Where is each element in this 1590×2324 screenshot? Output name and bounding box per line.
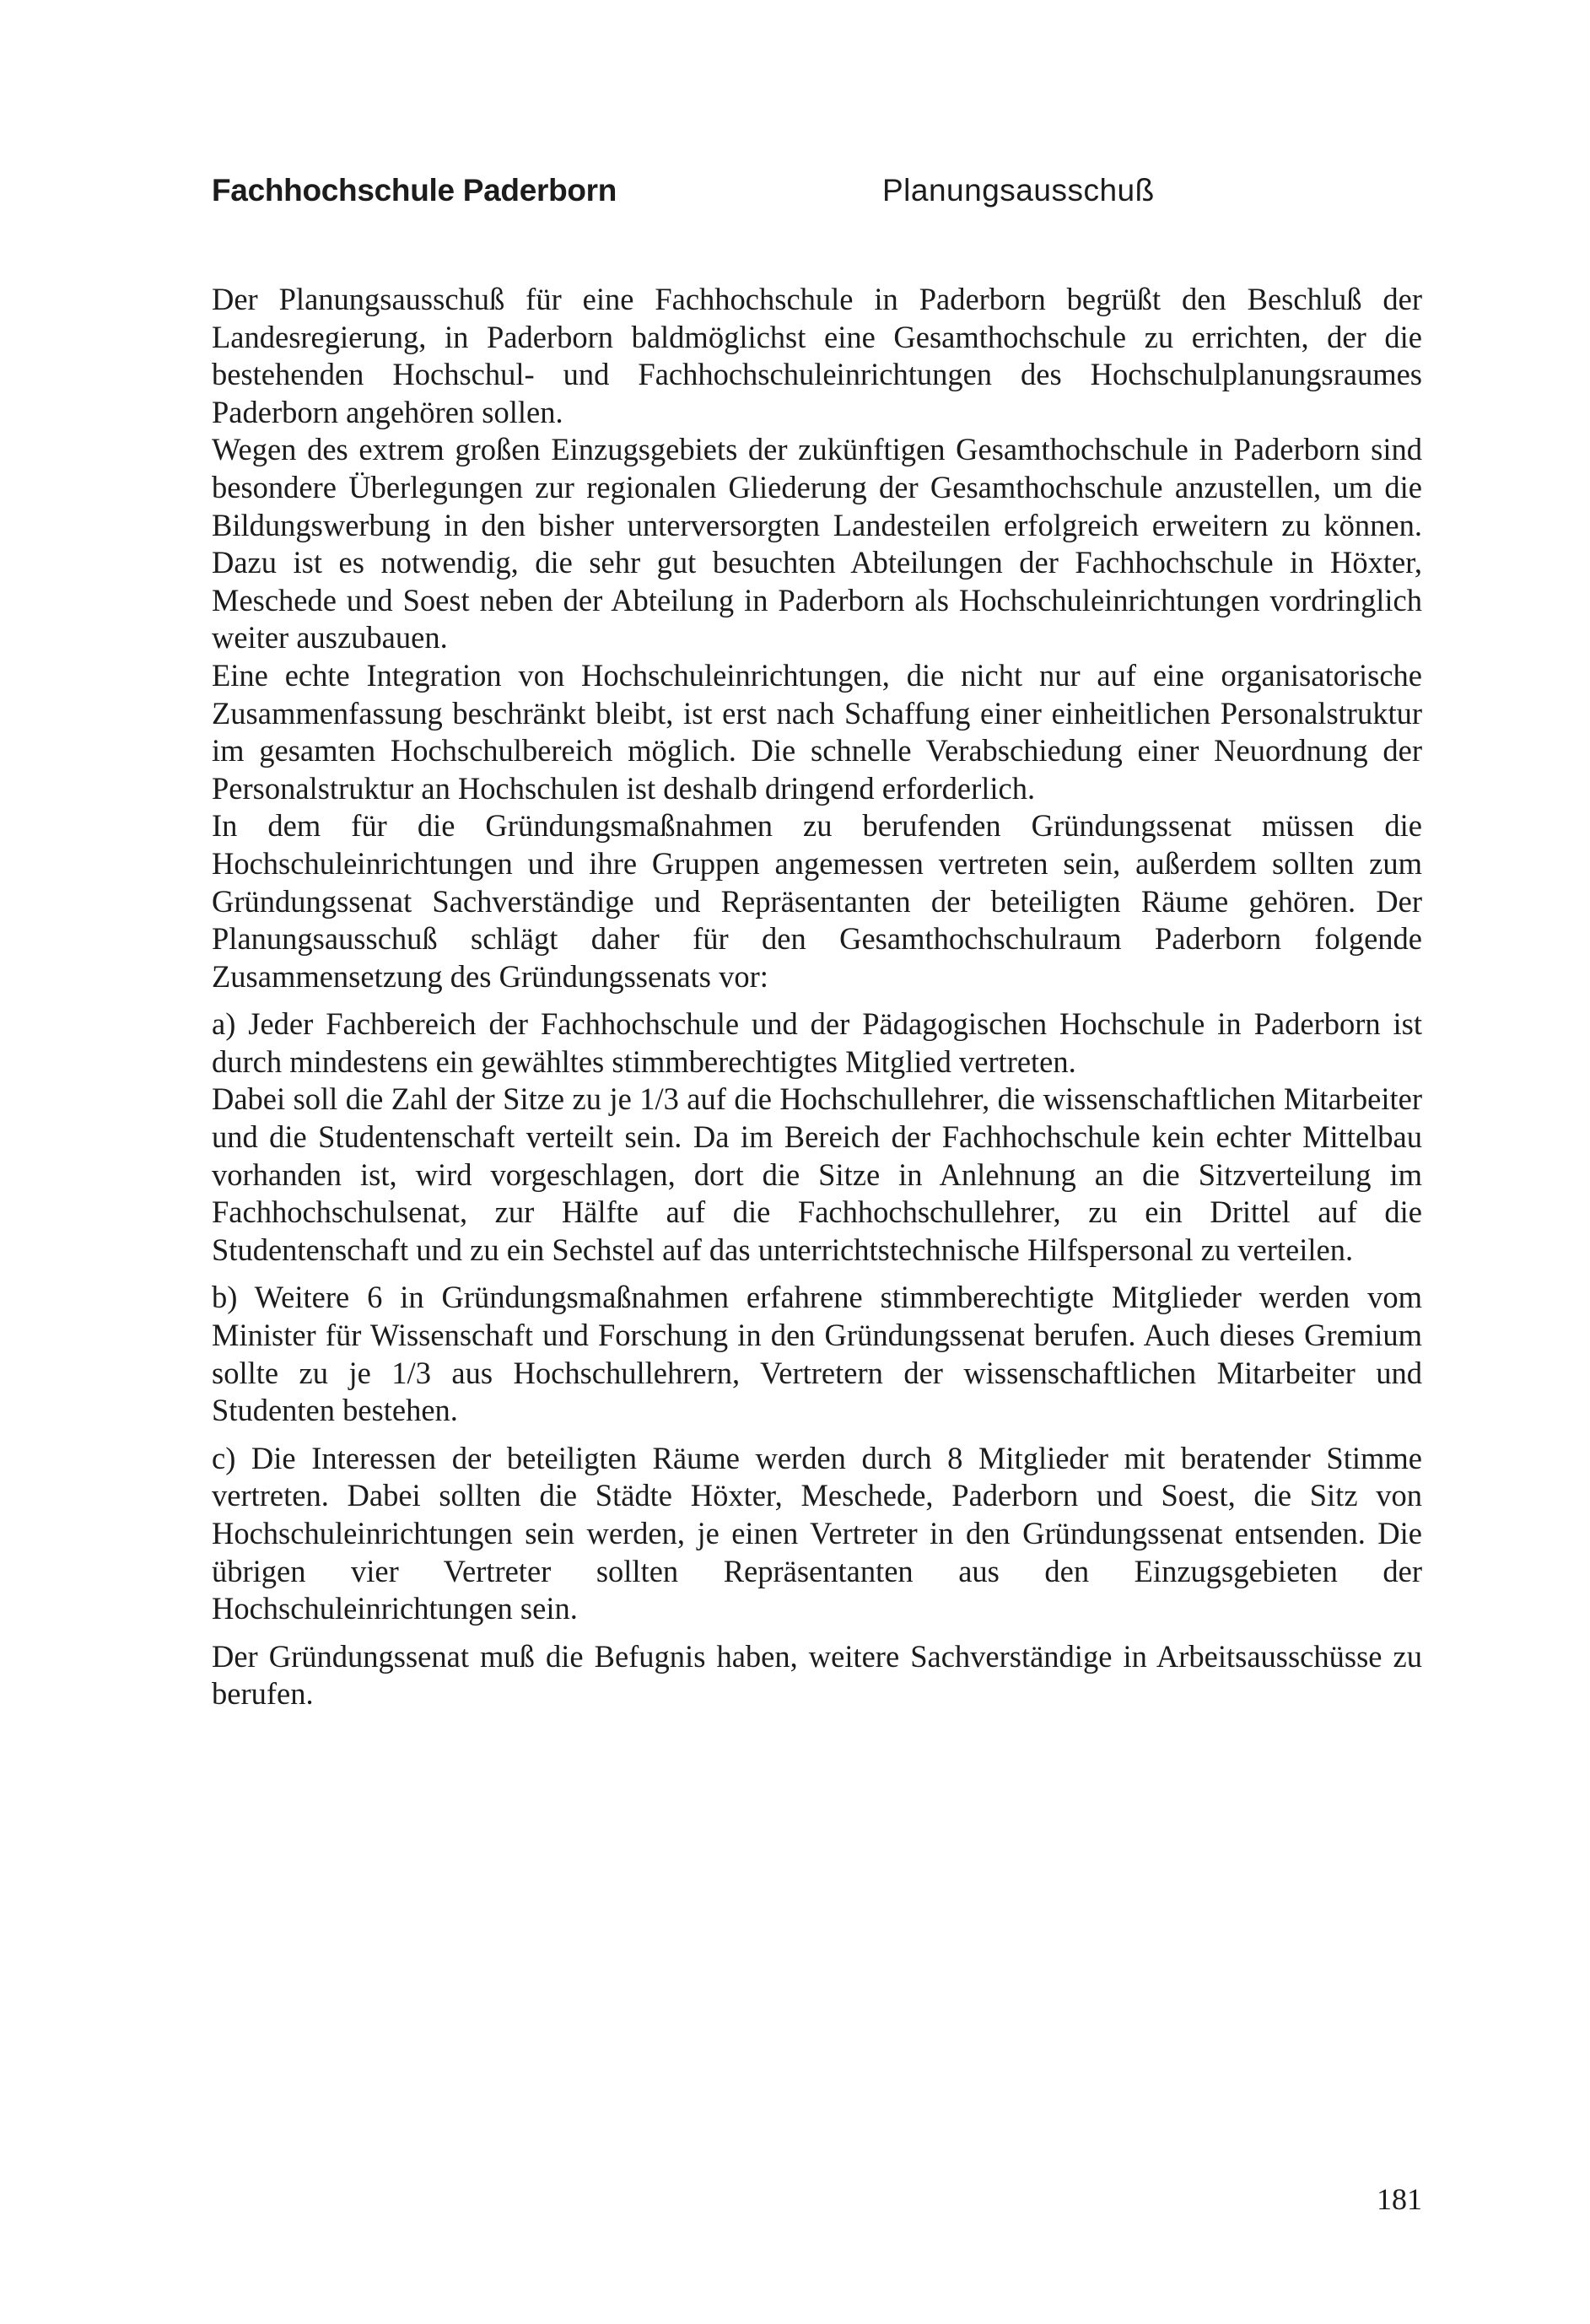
paragraph-seat-distribution: Dabei soll die Zahl der Sitze zu je 1/3 auf die Hochschullehrer, die wissenschaftlichen Mitarbeiter und die Studentenschaft verteilt sein. Da im Bereich der Fachhochschule kein echter Mittelbau vorhanden ist, wird vorgeschlagen, dort die Sitze in Anlehnung an die Sitzverteilung im Fachhochschulsenat, zur Hälfte auf die Fachhochschullehrer, zu ein Drittel auf die Studentenschaft und zu ein Sechstel auf das unterrichtstechnische Hilfspersonal zu verteilen. bbox=[212, 1081, 1422, 1267]
body-text bbox=[212, 281, 1422, 1713]
paragraph-intro: Der Planungsausschuß für eine Fachhochschule in Paderborn begrüßt den Beschluß der Landesregierung, in Paderborn baldmöglichst eine Gesamthochschule zu errichten, der die bestehenden Hochschul- und Fachhochschuleinrichtungen des Hochschulplanungsraumes Paderborn angehören sollen. bbox=[212, 282, 1422, 429]
page-number: 181 bbox=[1377, 2182, 1422, 2216]
list-item-a: a) Jeder Fachbereich der Fachhochschule und der Pädagogischen Hochschule in Paderborn ist durch mindestens ein gewähltes stimmberechtigtes Mitglied vertreten. bbox=[212, 1006, 1422, 1079]
paragraph-closing: Der Gründungssenat muß die Befugnis haben, weitere Sachverständige in Arbeitsausschüsse zu berufen. bbox=[212, 1638, 1422, 1712]
section-title: Planungsausschuß bbox=[882, 173, 1155, 208]
paragraph-integration: Eine echte Integration von Hochschuleinrichtungen, die nicht nur auf eine organisatorische Zusammenfassung beschränkt bleibt, ist erst nach Schaffung einer einheitlichen Personalstruktur im gesamten Hochschulbereich möglich. Die schnelle Verabschiedung einer Neuordnung der Personalstruktur an Hochschulen ist deshalb dringend erforderlich. bbox=[212, 657, 1422, 806]
list-item-c: c) Die Interessen der beteiligten Räume werden durch 8 Mitglieder mit beratender Stimme vertreten. Dabei sollten die Städte Höxter, Meschede, Paderborn und Soest, die Sitz von Hochschuleinrichtungen sein werden, je einen Vertreter in den Gründungssenat entsenden. Die übrigen vier Vertreter sollten Repräsentanten aus den Einzugsgebieten der Hochschuleinrichtungen sein. bbox=[212, 1440, 1422, 1626]
paragraph-founding-senate: In dem für die Gründungsmaßnahmen zu berufenden Gründungssenat müssen die Hochschuleinrichtungen und ihre Gruppen angemessen vertreten sein, außerdem sollten zum Gründungssenat Sachverständige und Repräsentanten der beteiligten Räume gehören. Der Planungsausschuß schlägt daher für den Gesamthochschulraum Paderborn folgende Zusammensetzung des Gründungssenats vor: bbox=[212, 808, 1422, 994]
running-header bbox=[212, 165, 1422, 216]
institution-title: Fachhochschule Paderborn bbox=[212, 173, 617, 208]
list-item-b: b) Weitere 6 in Gründungsmaßnahmen erfahrene stimmberechtigte Mitglieder werden vom Minister für Wissenschaft und Forschung in den Gründungssenat berufen. Auch dieses Gremium sollte zu je 1/3 aus Hochschullehrern, Vertretern der wissenschaftlichen Mitarbeiter und Studenten bestehen. bbox=[212, 1280, 1422, 1428]
paragraph-region: Wegen des extrem großen Einzugsgebiets der zukünftigen Gesamthochschule in Paderborn sind besondere Überlegungen zur regionalen Gliederung der Gesamthochschule anzustellen, um die Bildungswerbung in den bisher unterversorgten Landesteilen erfolgreich erweitern zu können. Dazu ist es notwendig, die sehr gut besuchten Abteilungen der Fachhochschule in Höxter, Meschede und Soest neben der Abteilung in Paderborn als Hochschuleinrichtungen vordringlich weiter auszubauen. bbox=[212, 432, 1422, 655]
